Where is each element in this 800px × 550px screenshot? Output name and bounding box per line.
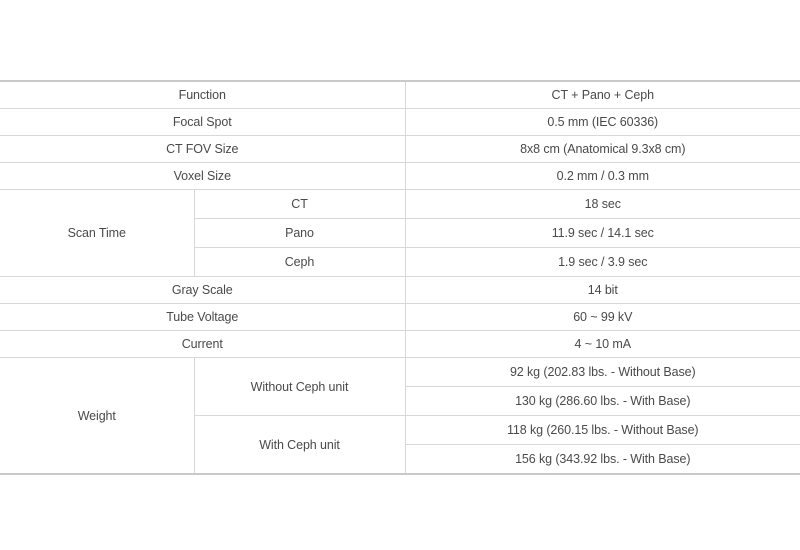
sub-label: CT — [194, 190, 405, 219]
table-row-focal-spot — [0, 109, 800, 136]
row-label: Function — [0, 81, 405, 109]
row-value: 18 sec — [405, 190, 800, 219]
table-row-scan-time-ct — [0, 190, 800, 219]
spec-table — [0, 80, 800, 475]
sub-label: Ceph — [194, 248, 405, 277]
table-row-weight-without-ceph-1 — [0, 358, 800, 387]
row-value: CT + Pano + Ceph — [405, 81, 800, 109]
row-value: 11.9 sec / 14.1 sec — [405, 219, 800, 248]
row-label: Scan Time — [0, 190, 194, 277]
row-value: 92 kg (202.83 lbs. - Without Base) — [405, 358, 800, 387]
row-value: 118 kg (260.15 lbs. - Without Base) — [405, 416, 800, 445]
row-value: 0.5 mm (IEC 60336) — [405, 109, 800, 136]
row-label: Tube Voltage — [0, 304, 405, 331]
row-value: 1.9 sec / 3.9 sec — [405, 248, 800, 277]
row-value: 8x8 cm (Anatomical 9.3x8 cm) — [405, 136, 800, 163]
row-label: Weight — [0, 358, 194, 475]
row-value: 156 kg (343.92 lbs. - With Base) — [405, 445, 800, 475]
row-value: 130 kg (286.60 lbs. - With Base) — [405, 387, 800, 416]
sub-label: Without Ceph unit — [194, 358, 405, 416]
row-value: 14 bit — [405, 277, 800, 304]
table-row-gray-scale — [0, 277, 800, 304]
sub-label: With Ceph unit — [194, 416, 405, 475]
table-row-voxel — [0, 163, 800, 190]
row-label: Voxel Size — [0, 163, 405, 190]
row-label: Focal Spot — [0, 109, 405, 136]
row-label: Current — [0, 331, 405, 358]
table-row-function — [0, 81, 800, 109]
sub-label: Pano — [194, 219, 405, 248]
row-label: CT FOV Size — [0, 136, 405, 163]
table-row-current — [0, 331, 800, 358]
row-label: Gray Scale — [0, 277, 405, 304]
row-value: 4 ~ 10 mA — [405, 331, 800, 358]
table-row-ct-fov — [0, 136, 800, 163]
table-row-tube-voltage — [0, 304, 800, 331]
row-value: 60 ~ 99 kV — [405, 304, 800, 331]
row-value: 0.2 mm / 0.3 mm — [405, 163, 800, 190]
